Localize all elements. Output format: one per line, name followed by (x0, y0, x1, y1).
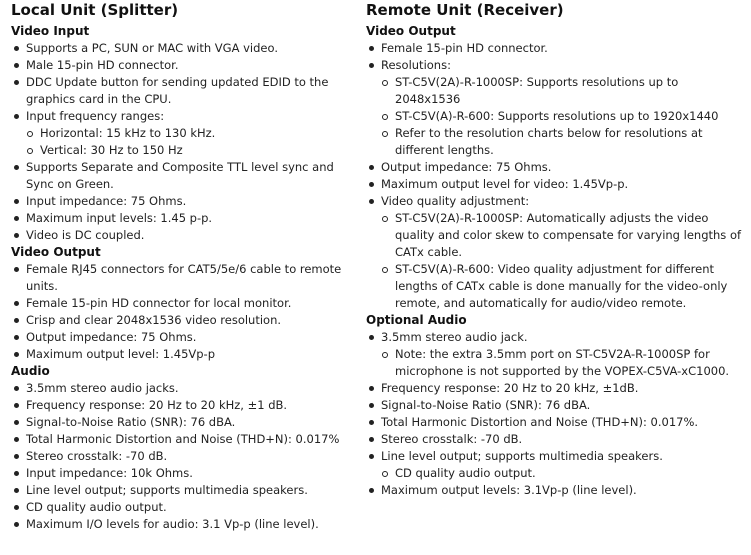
sub-list (381, 210, 746, 312)
list-item: Signal-to-Noise Ratio (SNR): 76 dBA. (11, 414, 356, 431)
list-item: Video is DC coupled. (11, 227, 356, 244)
list-item: Female 15-pin HD connector. (366, 40, 746, 57)
list-item: CD quality audio output. (11, 499, 356, 516)
list-item: Maximum output levels: 3.1Vp-p (line level). (366, 482, 746, 499)
list-item (366, 329, 746, 380)
list-item: Maximum I/O levels for audio: 3.1 Vp-p (line level). (11, 516, 356, 533)
section-heading: Audio (11, 364, 50, 378)
list-item-text: Resolutions: (381, 58, 451, 72)
bullet-list (366, 40, 746, 312)
sub-list-item: Vertical: 30 Hz to 150 Hz (26, 142, 356, 159)
sub-list-item: ST-C5V(A)-R-600: Video quality adjustment for different lengths of CATx cable is done manually for the video-only remote, and automatically for audio/video remote. (381, 261, 746, 312)
sub-list-item: ST-C5V(2A)-R-1000SP: Automatically adjusts the video quality and color skew to compensate for varying lengths of CATx cable. (381, 210, 746, 261)
local-unit-column (11, 0, 356, 533)
list-item: Stereo crosstalk: -70 dB. (11, 448, 356, 465)
list-item: Input impedance: 75 Ohms. (11, 193, 356, 210)
sub-list-item: Refer to the resolution charts below for resolutions at different lengths. (381, 125, 746, 159)
list-item-text: Line level output; supports multimedia speakers. (381, 449, 663, 463)
local-video-output-section (11, 244, 356, 363)
list-item: Stereo crosstalk: -70 dB. (366, 431, 746, 448)
bullet-list (366, 329, 746, 499)
list-item (366, 57, 746, 159)
bullet-list (11, 261, 356, 363)
list-item: Maximum output level for video: 1.45Vp-p. (366, 176, 746, 193)
section-heading: Video Output (366, 24, 456, 38)
list-item: Maximum input levels: 1.45 p-p. (11, 210, 356, 227)
sub-list-item: ST-C5V(A)-R-600: Supports resolutions up to 1920x1440 (381, 108, 746, 125)
sub-list-item: CD quality audio output. (381, 465, 746, 482)
list-item: Male 15-pin HD connector. (11, 57, 356, 74)
bullet-list (11, 40, 356, 244)
remote-unit-title: Remote Unit (Receiver) (366, 1, 564, 19)
list-item: Crisp and clear 2048x1536 video resolution. (11, 312, 356, 329)
list-item: Frequency response: 20 Hz to 20 kHz, ±1 dB. (11, 397, 356, 414)
remote-video-output-section (366, 23, 746, 312)
list-item (11, 108, 356, 159)
list-item-text: Input frequency ranges: (26, 109, 165, 123)
list-item: Supports Separate and Composite TTL level sync and Sync on Green. (11, 159, 356, 193)
list-item (366, 448, 746, 482)
bullet-list (11, 380, 356, 533)
list-item: Input impedance: 10k Ohms. (11, 465, 356, 482)
list-item (366, 193, 746, 312)
local-audio-section (11, 363, 356, 533)
list-item: Signal-to-Noise Ratio (SNR): 76 dBA. (366, 397, 746, 414)
sub-list-item: Note: the extra 3.5mm port on ST-C5V2A-R-1000SP for microphone is not supported by the VOPEX-C5VA-xC1000. (381, 346, 746, 380)
sub-list (381, 465, 746, 482)
list-item: Maximum output level: 1.45Vp-p (11, 346, 356, 363)
list-item: Output impedance: 75 Ohms. (366, 159, 746, 176)
list-item: Female RJ45 connectors for CAT5/5e/6 cable to remote units. (11, 261, 356, 295)
list-item: Output impedance: 75 Ohms. (11, 329, 356, 346)
list-item: Total Harmonic Distortion and Noise (THD+N): 0.017% (11, 431, 356, 448)
list-item-text: 3.5mm stereo audio jack. (381, 330, 528, 344)
section-heading: Video Output (11, 245, 101, 259)
sub-list (381, 74, 746, 159)
local-video-input-section (11, 23, 356, 244)
sub-list-item: Horizontal: 15 kHz to 130 kHz. (26, 125, 356, 142)
list-item: DDC Update button for sending updated EDID to the graphics card in the CPU. (11, 74, 356, 108)
list-item: Frequency response: 20 Hz to 20 kHz, ±1dB. (366, 380, 746, 397)
remote-unit-column (366, 0, 746, 499)
local-unit-title: Local Unit (Splitter) (11, 1, 179, 19)
list-item: Line level output; supports multimedia speakers. (11, 482, 356, 499)
list-item: 3.5mm stereo audio jacks. (11, 380, 356, 397)
list-item: Supports a PC, SUN or MAC with VGA video. (11, 40, 356, 57)
section-heading: Optional Audio (366, 313, 467, 327)
list-item: Total Harmonic Distortion and Noise (THD+N): 0.017%. (366, 414, 746, 431)
sub-list (381, 346, 746, 380)
list-item-text: Video quality adjustment: (381, 194, 530, 208)
sub-list (26, 125, 356, 159)
sub-list-item: ST-C5V(2A)-R-1000SP: Supports resolutions up to 2048x1536 (381, 74, 746, 108)
list-item: Female 15-pin HD connector for local monitor. (11, 295, 356, 312)
section-heading: Video Input (11, 24, 90, 38)
remote-optional-audio-section (366, 312, 746, 499)
